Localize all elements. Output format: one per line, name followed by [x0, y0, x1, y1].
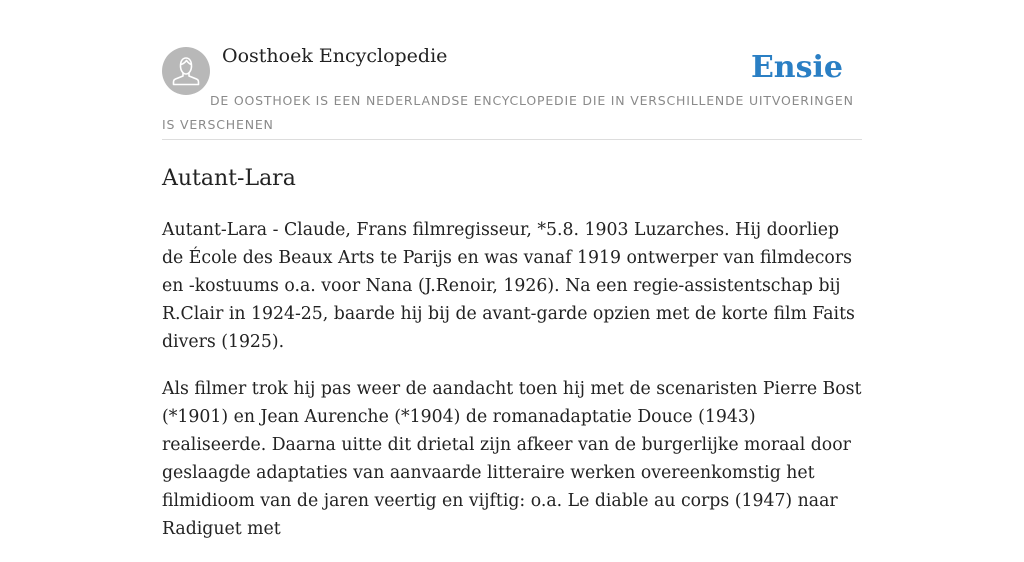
article-paragraph: Als filmer trok hij pas weer de aandacht toen hij met de scenaristen Pierre Bost (*1901) en Jean Aurenche (*1904) de romanadaptatie Douce (1943) realiseerde. Daarna uitte dit drietal zijn afkeer van de burgerlijke moraal door geslaagde adaptaties van aanvaarde litteraire werken overeenkomstig het filmidioom van de jaren veertig en vijftig: o.a. Le diable au corps (1947) naar Radiguet met: [162, 379, 862, 539]
brand-logo[interactable]: Ensie: [750, 50, 843, 85]
page-container: [162, 0, 862, 539]
publication-name[interactable]: Oosthoek Encyclopedie: [222, 45, 448, 67]
article-title: Autant-Lara: [162, 166, 296, 191]
site-header: [162, 0, 862, 140]
article-paragraph: Autant-Lara - Claude, Frans filmregisseur, *5.8. 1903 Luzarches. Hij doorliep de École des Beaux Arts te Parijs en was vanaf 1919 ontwerper van filmdecors en -kostuums o.a. voor Nana (J.Renoir, 1926). Na een regie-assistentschap bij R.Clair in 1924-25, baarde hij bij de avant-garde opzien met de korte film Faits divers (1925).: [162, 220, 855, 352]
article-body: [162, 216, 862, 562]
user-icon[interactable]: [162, 47, 210, 95]
publication-tagline: DE OOSTHOEK IS EEN NEDERLANDSE ENCYCLOPEDIE DIE IN VERSCHILLENDE UITVOERINGEN IS VERSCHENEN: [162, 93, 854, 132]
